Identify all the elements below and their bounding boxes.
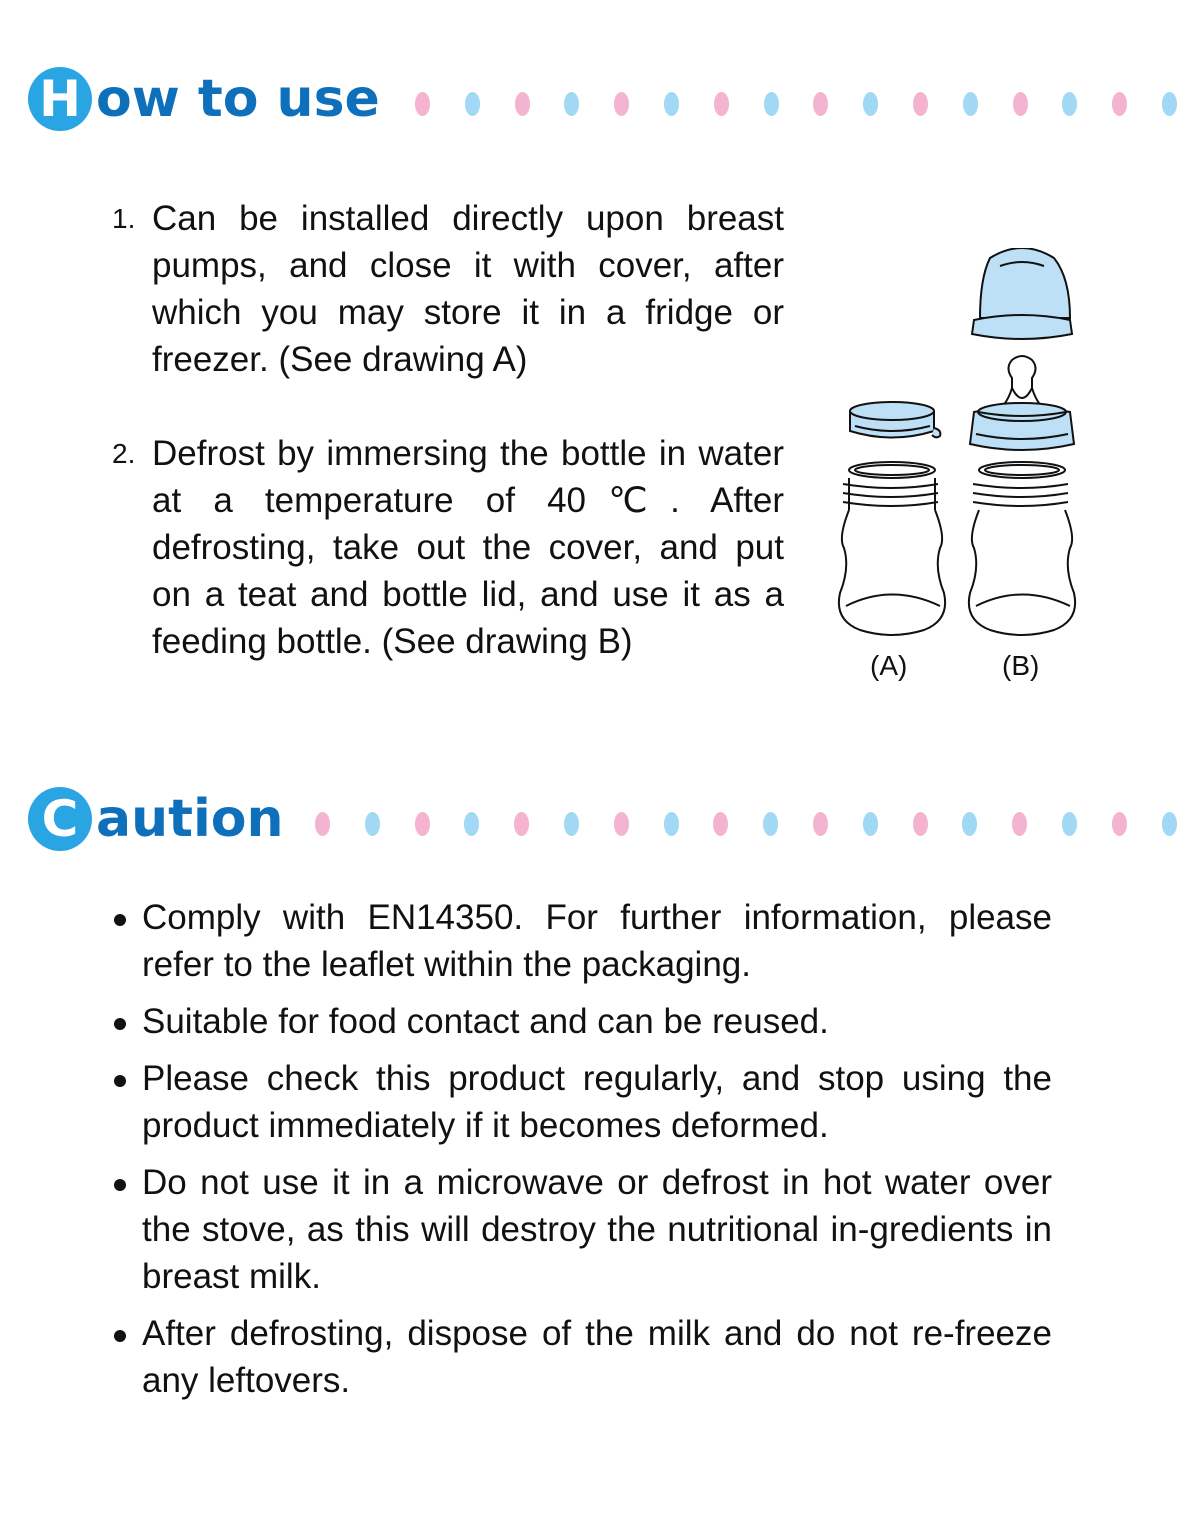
divider-dot <box>813 92 828 116</box>
divider-dot <box>614 92 629 116</box>
bullet-icon <box>112 998 142 1045</box>
divider-dot <box>614 812 629 836</box>
bullet-icon <box>112 1055 142 1149</box>
divider-dot <box>415 812 430 836</box>
figure-label-b: (B) <box>1002 650 1040 681</box>
divider-dot <box>1013 92 1028 116</box>
step-text: Defrost by immersing the bottle in water at a temperature of 40℃. After defrosting, take out the cover, and put on a teat and bottle lid, and use it as a feeding bottle. (See drawing B) <box>152 434 784 661</box>
divider-dot <box>913 92 928 116</box>
bottle-a-icon <box>839 402 945 635</box>
divider-dot <box>465 92 480 116</box>
divider-dot <box>713 812 728 836</box>
caution-dot-divider <box>315 812 1200 836</box>
step-text: Can be installed directly upon breast pumps, and close it with cover, after which you may store it in a fridge or freezer. (See drawing A) <box>152 199 784 379</box>
caution-heading <box>28 784 284 854</box>
divider-dot <box>1162 92 1177 116</box>
divider-dot <box>764 92 779 116</box>
caution-list <box>112 894 1052 1414</box>
divider-dot <box>415 92 430 116</box>
how-to-use-heading <box>28 64 380 134</box>
caution-text: Do not use it in a microwave or defrost in hot water over the stove, as this will destroy the nutritional in-gredients in breast milk. <box>142 1163 1052 1296</box>
divider-dot <box>664 812 679 836</box>
divider-dot <box>714 92 729 116</box>
bottle-drawings-icon <box>830 248 1100 688</box>
how-to-use-dot-divider <box>415 92 1200 116</box>
divider-dot <box>515 92 530 116</box>
divider-dot <box>365 812 380 836</box>
divider-dot <box>962 812 977 836</box>
bullet-icon <box>112 894 142 988</box>
caution-text: Comply with EN14350. For further information, please refer to the leaflet within the packaging. <box>142 898 1052 984</box>
divider-dot <box>1112 92 1127 116</box>
divider-dot <box>664 92 679 116</box>
divider-dot <box>1162 812 1177 836</box>
divider-dot <box>1062 92 1077 116</box>
divider-dot <box>813 812 828 836</box>
caution-item <box>112 998 1052 1045</box>
divider-dot <box>763 812 778 836</box>
caution-text: Please check this product regularly, and stop using the product immediately if it becomes deformed. <box>142 1059 1052 1145</box>
caution-title: aution <box>96 789 284 849</box>
step-item <box>112 430 784 665</box>
how-to-use-steps <box>112 195 784 712</box>
step-number: 2. <box>112 438 136 469</box>
how-to-use-title: ow to use <box>96 69 380 129</box>
divider-dot <box>913 812 928 836</box>
caution-item <box>112 1310 1052 1404</box>
caution-item <box>112 894 1052 988</box>
caution-text: After defrosting, dispose of the milk and do not re-freeze any leftovers. <box>142 1314 1052 1400</box>
caution-text: Suitable for food contact and can be reused. <box>142 1002 829 1041</box>
step-item <box>112 195 784 383</box>
divider-dot <box>863 92 878 116</box>
divider-dot <box>315 812 330 836</box>
bottle-illustration <box>830 248 1100 688</box>
divider-dot <box>963 92 978 116</box>
divider-dot <box>1012 812 1027 836</box>
bullet-icon <box>112 1159 142 1300</box>
bottle-b-icon <box>969 248 1075 635</box>
figure-label-a: (A) <box>870 650 908 681</box>
divider-dot <box>1112 812 1127 836</box>
bullet-icon <box>112 1310 142 1404</box>
divider-dot <box>863 812 878 836</box>
step-number: 1. <box>112 203 136 234</box>
divider-dot <box>1062 812 1077 836</box>
caution-item <box>112 1159 1052 1300</box>
c-badge-icon: C <box>28 787 92 851</box>
caution-item <box>112 1055 1052 1149</box>
divider-dot <box>464 812 479 836</box>
divider-dot <box>514 812 529 836</box>
h-badge-icon: H <box>28 67 92 131</box>
divider-dot <box>564 92 579 116</box>
divider-dot <box>564 812 579 836</box>
